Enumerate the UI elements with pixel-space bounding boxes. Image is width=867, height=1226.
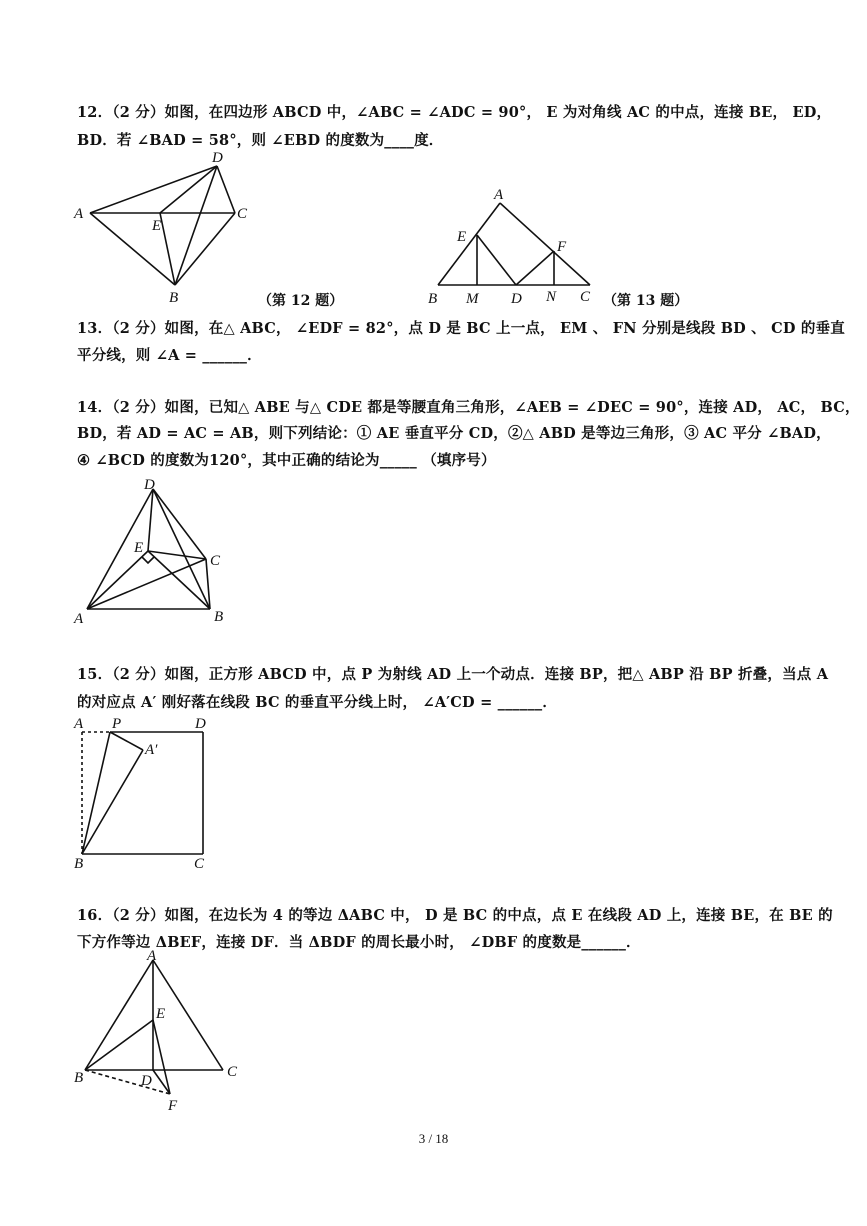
q13-label-D: D — [511, 291, 522, 307]
q16-figure — [70, 948, 250, 1118]
q14-segment-AC — [87, 559, 206, 609]
q16-segment-AB — [85, 960, 153, 1070]
q12-segment-DC — [217, 166, 235, 213]
q15-label-A: A — [74, 716, 84, 732]
q14-label-C: C — [210, 553, 221, 569]
q12-label-B: B — [169, 290, 179, 306]
q14-segment-EA — [87, 551, 148, 609]
q13-label-M: M — [466, 291, 479, 307]
q13-caption: （第 13 题） — [603, 293, 689, 309]
q14-segment-DB — [153, 489, 210, 609]
q16-text-line2: 下方作等边 ΔBEF，连接 DF．当 ΔBDF 的周长最小时， ∠DBF 的度数是______． — [77, 934, 641, 951]
q16-label-A: A — [147, 948, 157, 964]
q12-text-line1: 12．（2 分）如图，在四边形 ABCD 中，∠ABC = ∠ADC = 90°， E 为对角线 AC 的中点，连接 BE， ED， — [77, 104, 832, 121]
q16-label-B: B — [74, 1070, 84, 1086]
q16-segment-BF — [85, 1070, 170, 1094]
q15-segment-PB — [82, 732, 110, 854]
page-number: 3 / 18 — [418, 1131, 449, 1146]
q14-segment-EC — [148, 551, 206, 559]
q13-text-line2: 平分线，则 ∠A = ______． — [77, 347, 262, 364]
q13-label-F: F — [557, 239, 567, 255]
q16-label-E: E — [156, 1006, 166, 1022]
q15-label-P: P — [112, 716, 122, 732]
q16-text-line1: 16．（2 分）如图，在边长为 4 的等边 ΔABC 中， D 是 BC 的中点，点 E 在线段 AD 上，连接 BE，在 BE 的 — [77, 907, 833, 924]
q13-label-N: N — [546, 289, 557, 305]
q14-figure — [70, 475, 240, 627]
q14-label-B: B — [214, 609, 224, 625]
q14-label-A: A — [74, 611, 84, 627]
q14-segment-DC — [153, 489, 206, 559]
q13-segment-AB — [438, 203, 500, 285]
q12-caption: （第 12 题） — [258, 293, 344, 309]
q13-segment-AC — [500, 203, 590, 285]
q12-label-D: D — [212, 150, 223, 166]
q14-text-line3: ④ ∠BCD 的度数为120°，其中正确的结论为_____ （填序号） — [77, 452, 496, 469]
q16-label-C: C — [227, 1064, 238, 1080]
q14-right-angle-mark — [142, 557, 154, 563]
q14-label-D: D — [144, 477, 155, 493]
q12-segment-CB — [175, 213, 235, 285]
q13-figure — [420, 183, 610, 308]
q12-label-C: C — [237, 206, 248, 222]
q16-label-F: F — [168, 1098, 178, 1114]
q12-label-E: E — [152, 218, 162, 234]
q14-label-E: E — [134, 540, 144, 556]
q14-text-line1: 14．（2 分）如图，已知△ ABE 与△ CDE 都是等腰直角三角形，∠AEB = ∠DEC = 90°，连接 AD， AC， BC， — [77, 399, 860, 416]
q12-figure — [70, 148, 270, 308]
q12-label-A: A — [74, 206, 84, 222]
q16-label-D: D — [141, 1073, 152, 1089]
q15-label-D: D — [195, 716, 206, 732]
q15-label-A-prime: A′ — [145, 742, 158, 758]
q13-segment-DF — [516, 251, 554, 285]
q13-segment-ED — [477, 235, 516, 285]
q15-figure — [70, 712, 220, 872]
q13-label-C: C — [580, 289, 591, 305]
q13-label-B: B — [428, 291, 438, 307]
q12-text-line2: BD．若 ∠BAD = 58°，则 ∠EBD 的度数为____度． — [77, 132, 444, 149]
q12-segment-AD — [90, 166, 217, 213]
q15-label-C: C — [194, 856, 205, 872]
q15-label-B: B — [74, 856, 84, 872]
q15-text-line1: 15．（2 分）如图，正方形 ABCD 中，点 P 为射线 AD 上一个动点．连接 BP，把△ ABP 沿 BP 折叠，当点 A — [77, 666, 829, 683]
q13-text-line1: 13．（2 分）如图，在△ ABC， ∠EDF = 82°，点 D 是 BC 上一点， EM 、 FN 分别是线段 BD 、 CD 的垂直 — [77, 320, 845, 337]
q15-text-line2: 的对应点 A′ 刚好落在线段 BC 的垂直平分线上时， ∠A′CD = ______． — [77, 694, 558, 711]
q13-label-E: E — [457, 229, 467, 245]
q15-segment-PA2 — [110, 732, 143, 750]
q16-segment-EB — [85, 1020, 153, 1070]
q15-segment-A2B — [82, 750, 143, 854]
q13-label-A: A — [494, 187, 504, 203]
q14-text-line2: BD，若 AD = AC = AB，则下列结论：① AE 垂直平分 CD，②△ ABD 是等边三角形，③ AC 平分 ∠BAD， — [77, 425, 831, 442]
